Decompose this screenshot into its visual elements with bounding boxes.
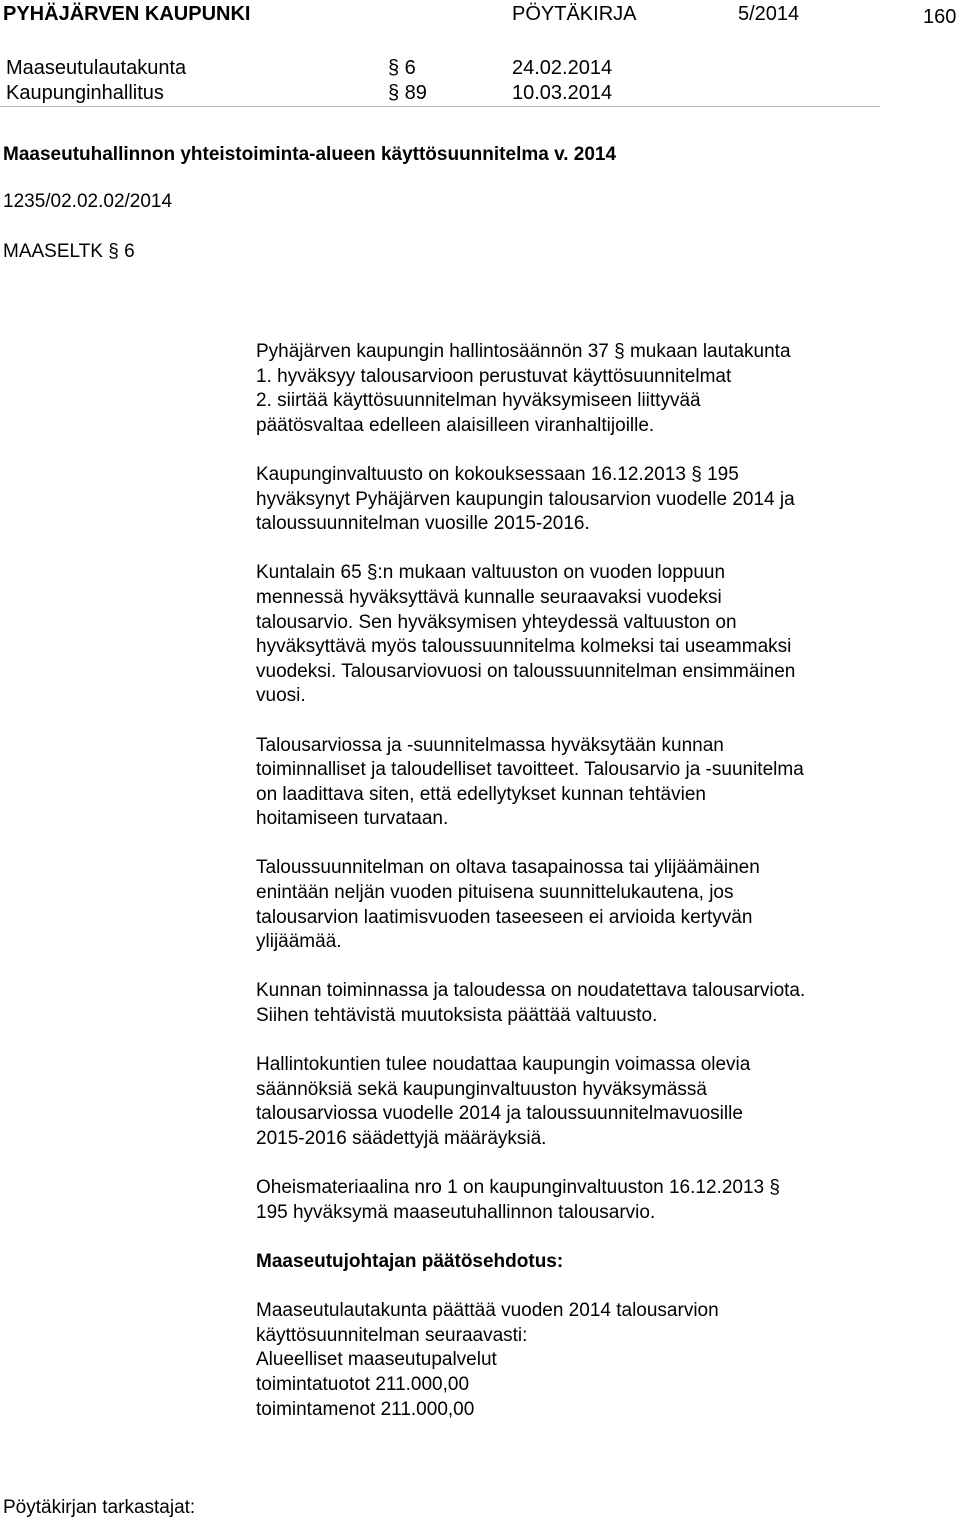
body-text — [256, 340, 896, 1422]
text-line: Kunnan toiminnassa ja taloudessa on noudatettava talousarviota. — [256, 980, 806, 1002]
text-line: on laadittava siten, että edellytykset kunnan tehtävien — [256, 783, 706, 805]
text-line: hoitamiseen turvataan. — [256, 808, 449, 830]
meeting-body: Maaseutulautakunta — [6, 57, 187, 79]
text-line: 195 hyväksymä maaseutuhallinnon talousarvio. — [256, 1201, 656, 1223]
document-type: PÖYTÄKIRJA — [512, 3, 637, 25]
header-divider — [0, 106, 880, 107]
meeting-body: Kaupunginhallitus — [6, 82, 164, 104]
record-id: 1235/02.02.02/2014 — [3, 191, 173, 212]
city-name: PYHÄJÄRVEN KAUPUNKI — [3, 3, 251, 25]
text-line: Alueelliset maaseutupalvelut — [256, 1349, 497, 1371]
meeting-date: 24.02.2014 — [512, 57, 613, 79]
text-line: toimintatuotot 211.000,00 — [256, 1373, 470, 1395]
text-line: Hallintokuntien tulee noudattaa kaupungin voimassa olevia — [256, 1054, 751, 1076]
footer-label: Pöytäkirjan tarkastajat: — [3, 1497, 196, 1518]
text-line: 1. hyväksyy talousarvioon perustuvat käyttösuunnitelmat — [256, 365, 732, 387]
meeting-section: § 6 — [388, 57, 416, 79]
text-line: päätösvaltaa edelleen alaisilleen viranhaltijoille. — [256, 414, 655, 436]
text-line: toimintamenot 211.000,00 — [256, 1398, 475, 1420]
text-line: talousarviossa vuodelle 2014 ja taloussuunnitelmavuosille — [256, 1103, 743, 1125]
text-line: talousarvio. Sen hyväksymisen yhteydessä valtuuston on — [256, 611, 737, 633]
text-line: toiminnalliset ja taloudelliset tavoitteet. Talousarvio ja -suunitelma — [256, 759, 804, 781]
text-line: Kaupunginvaltuusto on kokouksessaan 16.12.2013 § 195 — [256, 463, 739, 485]
text-line: Oheismateriaalina nro 1 on kaupunginvaltuuston 16.12.2013 § — [256, 1177, 780, 1199]
text-line: taloussuunnitelman vuosille 2015-2016. — [256, 513, 590, 535]
text-line: käyttösuunnitelman seuraavasti: — [256, 1324, 528, 1346]
text-line: Pyhäjärven kaupungin hallintosäännön 37 § mukaan lautakunta — [256, 341, 791, 362]
proposal-heading: Maaseutujohtajan päätösehdotus: — [256, 1250, 564, 1272]
text-line: vuodeksi. Talousarviovuosi on taloussuunnitelman ensimmäinen — [256, 660, 796, 682]
document-number: 5/2014 — [738, 3, 800, 25]
text-line: 2. siirtää käyttösuunnitelman hyväksymiseen liittyvää — [256, 390, 701, 412]
text-line: ylijäämää. — [256, 931, 342, 953]
text-line: säännöksiä sekä kaupunginvaltuuston hyväksymässä — [256, 1078, 707, 1100]
text-line: hyväksynyt Pyhäjärven kaupungin talousarvion vuodelle 2014 ja — [256, 488, 795, 510]
text-line: Kuntalain 65 §:n mukaan valtuuston on vuoden loppuun — [256, 562, 726, 584]
text-line: hyväksyttävä myös taloussuunnitelma kolmeksi tai useammaksi — [256, 636, 792, 658]
text-line: 2015-2016 säädettyjä määräyksiä. — [256, 1128, 547, 1149]
text-line: Maaseutulautakunta päättää vuoden 2014 talousarvion — [256, 1300, 719, 1322]
text-line: Taloussuunnitelman on oltava tasapainossa tai ylijäämäinen — [256, 857, 760, 879]
text-line: talousarvion laatimisvuoden taseeseen ei arvioida kertyvän — [256, 906, 753, 928]
meeting-section: § 89 — [388, 82, 427, 104]
text-line: Siihen tehtävistä muutoksista päättää valtuusto. — [256, 1005, 658, 1027]
text-line: mennessä hyväksyttävä kunnalle seuraavaksi vuodeksi — [256, 586, 722, 608]
text-line: Talousarviossa ja -suunnitelmassa hyväksytään kunnan — [256, 734, 724, 756]
document-title: Maaseutuhallinnon yhteistoiminta-alueen käyttösuunnitelma v. 2014 — [3, 144, 617, 165]
text-line: enintään neljän vuoden pituisena suunnittelukautena, jos — [256, 882, 734, 904]
text-line: vuosi. — [256, 685, 306, 707]
meeting-date: 10.03.2014 — [512, 82, 613, 104]
page-number: 160 — [923, 6, 957, 28]
meeting-reference: MAASELTK § 6 — [3, 241, 135, 262]
